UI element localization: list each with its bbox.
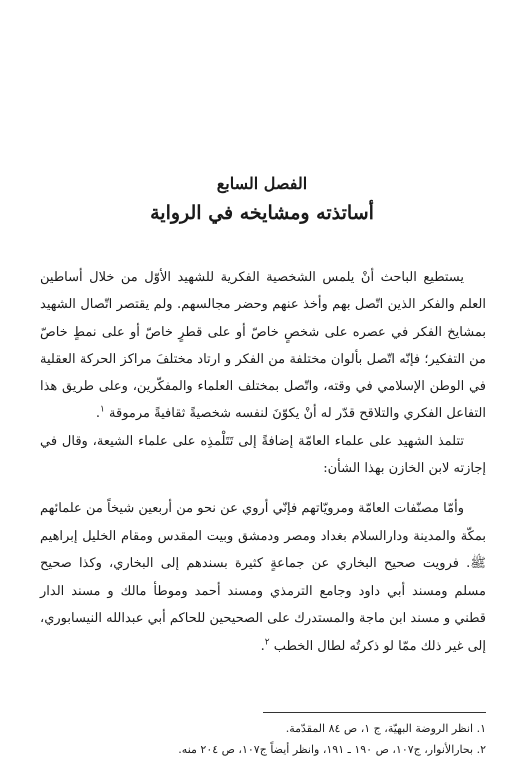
- quote-text: وأمّا مصنّفات العامّة ومرويّاتهم فإنّي أروي عن نحو من أربعين شيخاً من علمائهم بمكّة والمدينة ودارالسلام بغداد ومصر ودمشق وبيت المقدس ومقام الخليل إبراهيم ﷺ. فرويت صحيح البخاري عن جماعةٍ كثيرة بسندهم إلى البخاري، وكذا صحيح مسلم ومسند أبي داود وجامع الترمذي ومسند أحمد وموطأ مالك و مسند الدار قطني و مسند ابن ماجة والمستدرك على الصحيحين للحاكم أبي عبدالله النيسابوري، إلى غير ذلك ممّا لو ذكرتُه لطال الخطب: [40, 501, 486, 654]
- paragraph: يستطيع الباحث أنْ يلمس الشخصية الفكرية للشهيد الأوّل من خلال أساطين العلم والفكر الذين اتّصل بهم وأخذ عنهم وحضر مجالسهم. ولم يقتصر اتّصال الشهيد بمشايخ الفكر في عصره على شخصٍ خاصّ أو على قطرٍ خاصّ أو على نمطٍ خاصّ من التفكير؛ فإنّه اتّصل بألوان مختلفة من الفكر و ارتاد مختلفَ مراكز الحركة العقلية في الوطن الإسلامي في وقته، واتّصل بمختلف العلماء والمفكّرين، وعلى طريق هذا التفاعل الفكري والتلاقح قدّر له أنْ يكوّنَ لنفسه شخصيةً ثقافيةً مرموقة $^١$.: [40, 270, 486, 422]
- footnote-ref: ١: [100, 405, 105, 416]
- paragraph: تتلمذ الشهيد على علماء العامّة إضافةً إلى تَتَلْمذِه على علماء الشيعة، وقال في إجازته لابن الخازن بهذا الشأن:: [40, 433, 486, 477]
- quote-paragraph: وأمّا مصنّفات العامّة ومرويّاتهم فإنّي أروي عن نحو من أربعين شيخاً من علمائهم بمكّة والمدينة ودارالسلام بغداد ومصر ودمشق وبيت المقدس ومقام الخليل إبراهيم ﷺ. فرويت صحيح البخاري عن جماعةٍ كثيرة بسندهم إلى البخاري، وكذا صحيح مسلم ومسند أبي داود وجامع الترمذي ومسند أحمد وموطأ مالك و مسند الدار قطني و مسند ابن ماجة والمستدرك على الصحيحين للحاكم أبي عبدالله النيسابوري، إلى غير ذلك ممّا لو ذكرتُه لطال الخطب $^٢$.: [40, 501, 486, 654]
- paragraph-text: يستطيع الباحث أنْ يلمس الشخصية الفكرية للشهيد الأوّل من خلال أساطين العلم والفكر الذين اتّصل بهم وأخذ عنهم وحضر مجالسهم. ولم يقتصر اتّصال الشهيد بمشايخ الفكر في عصره على شخصٍ خاصّ أو على قطرٍ خاصّ أو على نمطٍ خاصّ من التفكير؛ فإنّه اتّصل بألوان مختلفة من الفكر و ارتاد مختلفَ مراكز الحركة العقلية في الوطن الإسلامي في وقته، واتّصل بمختلف العلماء والمفكّرين، وعلى طريق هذا التفاعل الفكري والتلاقح قدّر له أنْ يكوّنَ لنفسه شخصيةً ثقافيةً مرموقة: [40, 270, 486, 422]
- main-text: [40, 264, 486, 482]
- footnote: ١. انظر الروضة البهيّة، ج ١، ص ٨٤ المقدّمة.: [285, 722, 486, 735]
- footnote-ref: ٢: [264, 637, 270, 648]
- chapter-title: أساتذته ومشايخه في الرواية: [150, 202, 374, 224]
- chapter-label: الفصل السابع: [216, 174, 308, 193]
- footnote-divider: [263, 712, 486, 713]
- quoted-passage: [40, 495, 486, 661]
- footnote: ٢. بحارالأنوار، ج١٠٧، ص ١٩٠ ـ ١٩١، وانظر أيضاً ج١٠٧، ص ٢٠٤ منه.: [178, 743, 486, 756]
- footnotes: [40, 718, 486, 760]
